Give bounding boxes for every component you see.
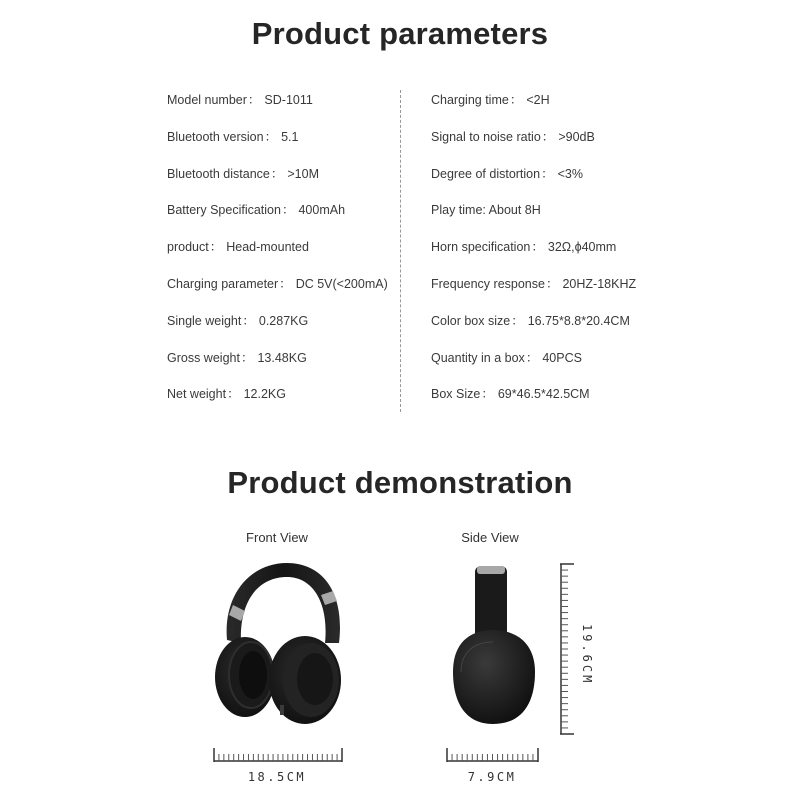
param-row	[431, 347, 636, 384]
param-separator: ：	[242, 313, 255, 328]
param-separator: ：	[281, 203, 295, 218]
param-separator: ：	[525, 350, 539, 365]
param-value: 400mAh	[298, 203, 346, 218]
param-row	[167, 310, 388, 347]
param-row	[431, 163, 636, 200]
param-label: Degree of distortion	[431, 166, 541, 181]
param-value: <3%	[557, 166, 583, 181]
side-view-label: Side View	[461, 530, 519, 545]
param-label: Signal to noise ratio	[431, 129, 541, 144]
param-separator: ：	[511, 313, 524, 328]
param-label: product	[167, 240, 209, 255]
param-label: Bluetooth version	[167, 129, 264, 144]
param-value: 0.287KG	[258, 313, 309, 328]
param-row	[167, 347, 388, 384]
parameters-right-column	[431, 89, 636, 420]
param-label: Bluetooth distance	[167, 166, 270, 181]
side-height-ruler	[558, 562, 576, 736]
param-value: Head-mounted	[226, 240, 309, 255]
param-label: Charging time	[431, 93, 509, 107]
param-value: 32Ω,ϕ40mm	[547, 240, 617, 255]
param-separator: ：	[541, 129, 555, 144]
param-value: 20HZ-18KHZ	[562, 276, 637, 291]
param-separator: ：	[509, 93, 523, 107]
param-row	[167, 383, 388, 420]
param-row	[167, 199, 388, 236]
param-value: 16.75*8.8*20.4CM	[527, 313, 630, 328]
param-separator: ：	[264, 129, 278, 144]
parameters-left-column	[167, 89, 388, 420]
param-row	[167, 273, 388, 310]
param-label: Model number	[167, 93, 247, 107]
param-value: 13.48KG	[257, 350, 307, 365]
param-separator: ：	[541, 166, 554, 181]
side-height-label: 19.6CM	[580, 624, 594, 686]
param-value: 69*46.5*42.5CM	[497, 387, 590, 402]
param-label: Frequency response	[431, 276, 545, 291]
column-divider	[400, 90, 401, 412]
param-label: Net weight	[167, 387, 227, 402]
param-row	[431, 383, 636, 420]
param-label: Gross weight	[167, 350, 240, 365]
param-row	[431, 236, 636, 273]
param-row	[431, 126, 636, 163]
param-row	[167, 163, 388, 200]
param-label: Horn specification	[431, 240, 531, 255]
param-separator: ：	[481, 387, 494, 402]
param-row	[167, 236, 388, 273]
param-separator: ：	[270, 166, 284, 181]
param-value: DC 5V(<200mA)	[295, 276, 388, 291]
param-label: Battery Specification	[167, 203, 281, 218]
parameters-title: Product parameters	[251, 16, 549, 51]
param-separator: ：	[247, 93, 261, 107]
param-separator: ：	[545, 276, 559, 291]
param-row	[167, 126, 388, 163]
param-separator: ：	[209, 240, 223, 255]
param-row	[431, 199, 636, 236]
param-value: 12.2KG	[243, 387, 286, 402]
param-separator: ：	[279, 276, 292, 291]
param-row	[167, 89, 388, 126]
param-label: Single weight	[167, 313, 242, 328]
front-view-label: Front View	[246, 530, 308, 545]
param-separator: ：	[531, 240, 544, 255]
side-width-ruler	[445, 746, 540, 764]
param-row	[431, 89, 636, 126]
headphone-front-image	[205, 555, 355, 730]
front-width-label: 18.5CM	[247, 770, 307, 784]
param-value: 40PCS	[542, 350, 582, 365]
param-value: >10M	[287, 166, 319, 181]
demonstration-title: Product demonstration	[227, 465, 573, 500]
param-label: Quantity in a box	[431, 350, 525, 365]
param-row	[431, 310, 636, 347]
param-separator: ：	[240, 350, 254, 365]
param-row	[431, 273, 636, 310]
side-width-label: 7.9CM	[467, 770, 517, 784]
param-label: Charging parameter	[167, 276, 279, 291]
param-value: <2H	[526, 93, 550, 107]
param-value: 5.1	[281, 129, 299, 144]
headphone-side-image	[445, 562, 545, 737]
param-separator: ：	[227, 387, 240, 402]
front-width-ruler	[212, 746, 344, 764]
param-label: Play time: About 8H	[431, 203, 541, 218]
param-value: >90dB	[558, 129, 595, 144]
param-label: Color box size	[431, 313, 511, 328]
param-label: Box Size	[431, 387, 481, 402]
param-value: SD-1011	[264, 93, 313, 107]
